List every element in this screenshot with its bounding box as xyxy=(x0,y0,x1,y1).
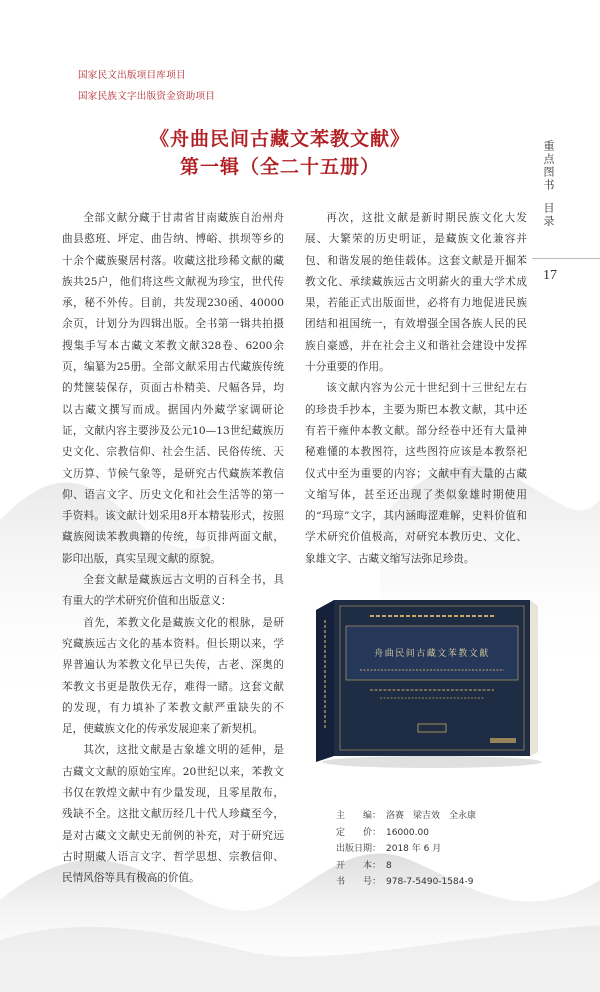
info-price xyxy=(336,825,476,842)
body-paragraph: 全套文献是藏族远古文明的百科全书，具有重大的学术研究价值和出版意义： xyxy=(62,574,284,608)
project-line-1: 国家民文出版项目库项目 xyxy=(78,70,186,81)
sidebar-section-sub: 目录 xyxy=(542,202,555,228)
sidebar-section xyxy=(540,140,556,228)
info-date xyxy=(336,841,476,858)
sidebar-section-label: 重点图书 xyxy=(542,140,555,192)
sidebar-divider xyxy=(532,258,600,259)
info-value: 2018 年 6 月 xyxy=(386,844,442,855)
book-title: 《舟曲民间古藏文苯教文献》 xyxy=(149,128,410,150)
info-label: 开 本： xyxy=(336,860,382,871)
info-label: 出版日期： xyxy=(336,844,382,855)
info-label: 主 编： xyxy=(336,811,382,821)
info-value: 8 xyxy=(386,860,392,871)
body-paragraph: 首先，苯教文化是藏族文化的根脉，是研究藏族远古文化的基本资料。但长期以来，学界普遍认为苯教文化早已失传，古老、深奥的苯教文书更是散佚无存，难得一睹。这套文献的发现，有力填补了苯教文献严重缺失的不足，使藏族文化的传承发展迎来了新契机。 xyxy=(62,616,284,736)
info-isbn xyxy=(336,874,476,891)
info-value: 978-7-5490-1584-9 xyxy=(386,877,474,888)
info-format xyxy=(336,858,476,875)
body-paragraph: 该文献内容为公元十世纪到十三世纪左右的珍贵手抄本，主要为斯巴本教文献，其中还有若干雍仲本教文献。部分经卷中还有大量神秘难懂的本教图符，这些图符应该是本教祭祀仪式中至为重要的内容；文献中有大量的古藏文缩写体，甚至还出现了类似象雄时期使用的“玛琼”文字，其内涵晦涩难解，史料价值和学术研究价值极高，对研究本教历史、文化、象雄文字、古藏文缩写法弥足珍贵。 xyxy=(305,382,527,565)
book-cover-title: 舟曲民间古藏文苯教文献 xyxy=(374,649,490,659)
book-cover-image xyxy=(310,590,546,770)
info-label: 定 价： xyxy=(336,827,382,838)
body-column-left xyxy=(62,208,284,890)
book-subtitle: 第一辑（全二十五册） xyxy=(179,156,380,178)
body-paragraph: 再次，这批文献是新时期民族文化大发展、大繁荣的历史明证，是藏族文化兼容并包、和谐发展的绝佳载体。这套文献是开掘苯教文化、承续藏族远古文明薪火的重大学术成果，若能正式出版面世，必将有力地促进民族团结和祖国统一，有效增强全国各族人民的民族自豪感，并在社会主义和谐社会建设中发挥十分重要的作用。 xyxy=(305,212,527,374)
project-line-2: 国家民族文字出版资金资助项目 xyxy=(78,91,216,102)
info-editors xyxy=(336,808,476,825)
book-info xyxy=(336,808,476,891)
info-value: 16000.00 xyxy=(386,827,429,838)
body-column-right xyxy=(305,208,527,570)
info-value: 洛赛 梁吉效 全永康 xyxy=(386,811,477,821)
page-number: 17 xyxy=(543,268,557,283)
info-label: 书 号： xyxy=(336,877,382,888)
body-paragraph: 其次，这批文献是古象雄文明的延伸，是古藏文文献的原始宝库。20世纪以来，苯教文书仅在敦煌文献中有少量发现，且零星散布，残缺不全。这批文献历经几十代人珍藏至今，是对古藏文文献史无前例的补充，对于研究远古时期藏人语言文字、哲学思想、宗教信仰、民情风俗等具有极高的价值。 xyxy=(62,744,284,885)
body-paragraph: 全部文献分藏于甘肃省甘南藏族自治州舟曲县憨班、坪定、曲告纳、博峪、拱坝等乡的十余个藏族聚居村落。收藏这批珍稀文献的藏族共25户，他们将这些文献视为珍宝，世代传承，秘不外传。目前，共发现230函、40000余页，计划分为四辑出版。全书第一辑共拍摄搜集手写本古藏文苯教文献328卷、6200余页，编纂为25册。全部文献采用古代藏族传统的梵箧装保存，页面古朴精美、尺幅各异，均以古藏文撰写而成。据国内外藏学家调研论证，文献内容主要涉及公元10—13世纪藏族历史文化、宗教信仰、社会生活、民俗传统、天文历算、节候气象等，是研究古代藏族苯教信仰、语言文字、历史文化和社会生活等的第一手资料。该文献计划采用8开本精装形式，按照藏族阅读苯教典籍的传统，每页排两面文献，影印出版，真实呈现文献的原貌。 xyxy=(62,212,284,565)
